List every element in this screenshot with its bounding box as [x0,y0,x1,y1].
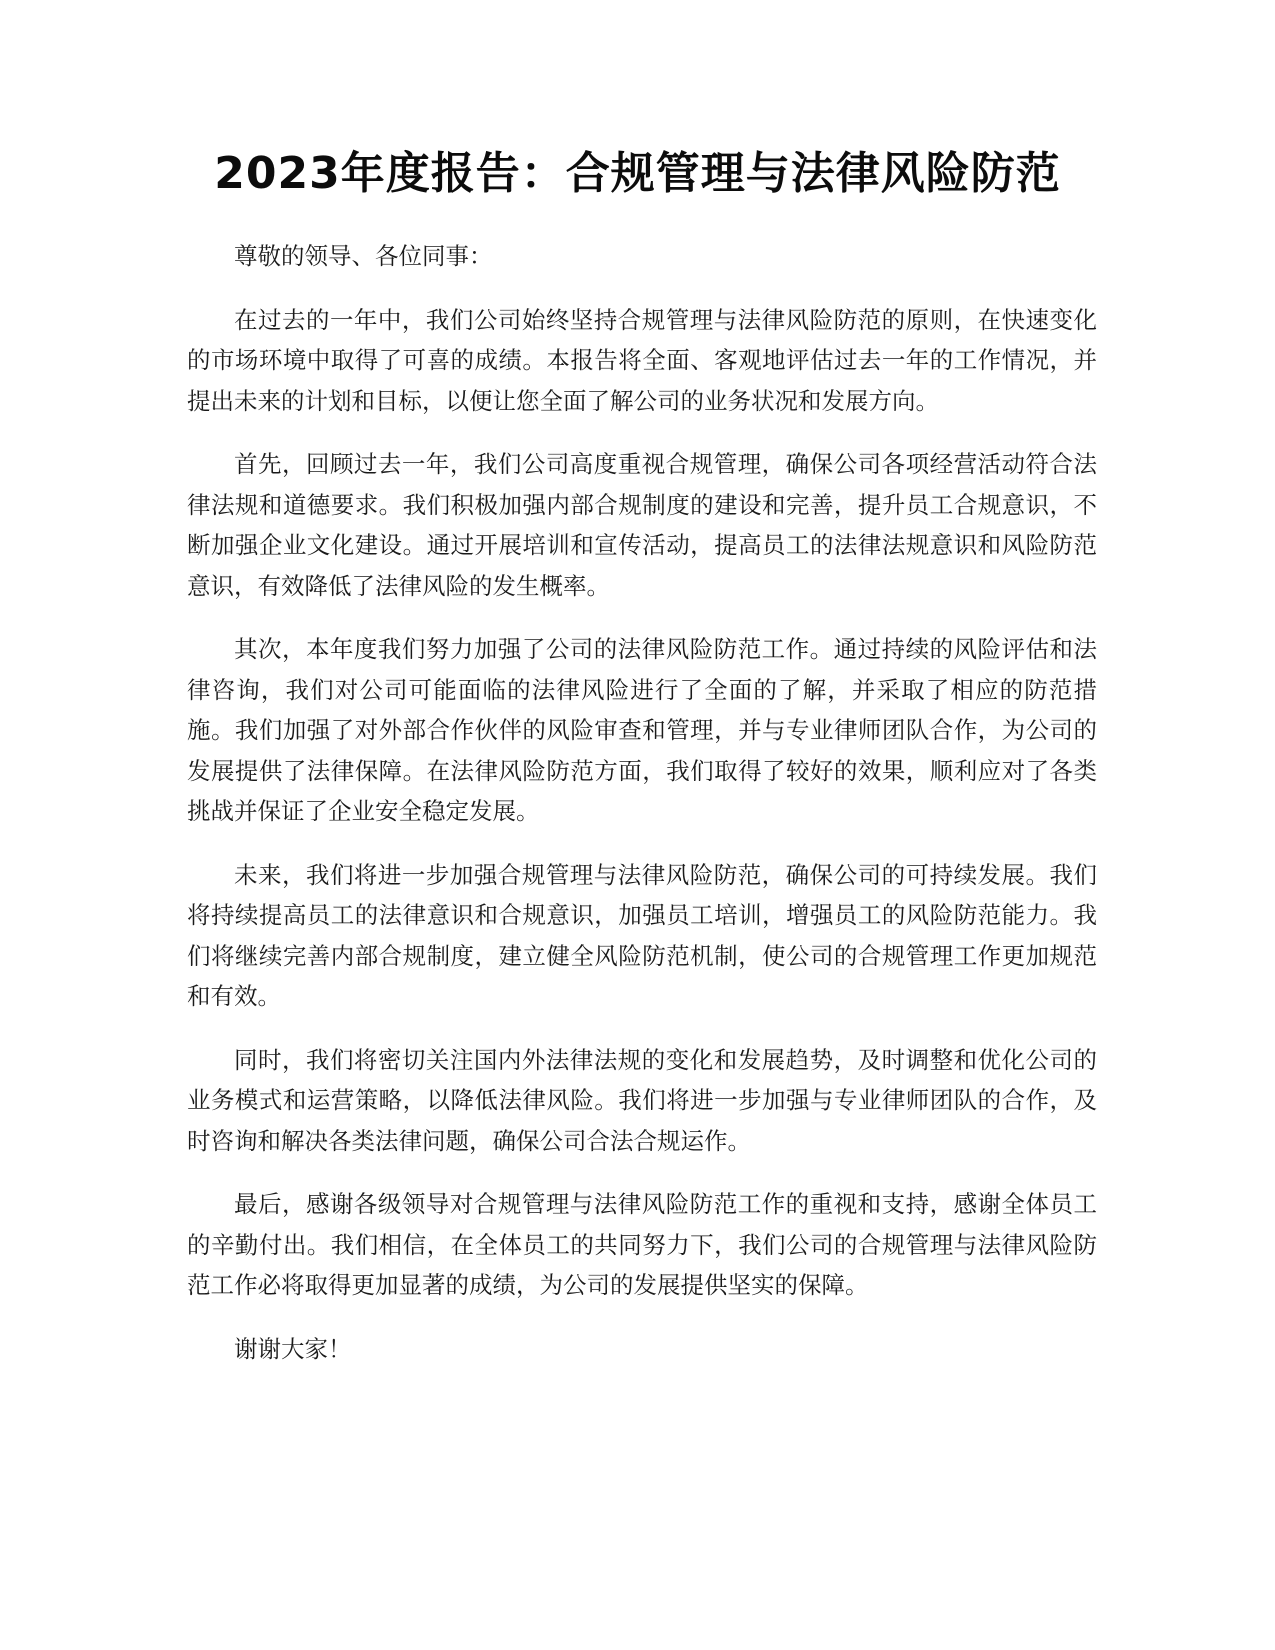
paragraph-intro: 在过去的一年中，我们公司始终坚持合规管理与法律风险防范的原则，在快速变化的市场环境中取得了可喜的成绩。本报告将全面、客观地评估过去一年的工作情况，并提出未来的计划和目标，以便让您全面了解公司的业务状况和发展方向。 [187,305,1097,415]
document-body [187,236,1097,1392]
document-title: 2023年度报告：合规管理与法律风险防范 [214,148,1061,199]
paragraph-future-plans: 未来，我们将进一步加强合规管理与法律风险防范，确保公司的可持续发展。我们将持续提高员工的法律意识和合规意识，加强员工培训，增强员工的风险防范能力。我们将继续完善内部合规制度，建立健全风险防范机制，使公司的合规管理工作更加规范和有效。 [187,860,1097,1010]
paragraph-review: 首先，回顾过去一年，我们公司高度重视合规管理，确保公司各项经营活动符合法律法规和道德要求。我们积极加强内部合规制度的建设和完善，提升员工合规意识，不断加强企业文化建设。通过开展培训和宣传活动，提高员工的法律法规意识和风险防范意识，有效降低了法律风险的发生概率。 [187,450,1097,600]
paragraph-salutation: 尊敬的领导、各位同事： [234,242,493,270]
paragraph-risk-prevention: 其次，本年度我们努力加强了公司的法律风险防范工作。通过持续的风险评估和法律咨询，我们对公司可能面临的法律风险进行了全面的了解，并采取了相应的防范措施。我们加强了对外部合作伙伴的风险审查和管理，并与专业律师团队合作，为公司的发展提供了法律保障。在法律风险防范方面，我们取得了较好的效果，顺利应对了各类挑战并保证了企业安全稳定发展。 [187,635,1097,825]
paragraph-monitoring: 同时，我们将密切关注国内外法律法规的变化和发展趋势，及时调整和优化公司的业务模式和运营策略，以降低法律风险。我们将进一步加强与专业律师团队的合作，及时咨询和解决各类法律问题，确保公司合法合规运作。 [187,1045,1097,1155]
paragraph-thanks: 最后，感谢各级领导对合规管理与法律风险防范工作的重视和支持，感谢全体员工的辛勤付出。我们相信，在全体员工的共同努力下，我们公司的合规管理与法律风险防范工作必将取得更加显著的成绩，为公司的发展提供坚实的保障。 [187,1190,1097,1299]
paragraph-closing: 谢谢大家！ [234,1334,352,1363]
